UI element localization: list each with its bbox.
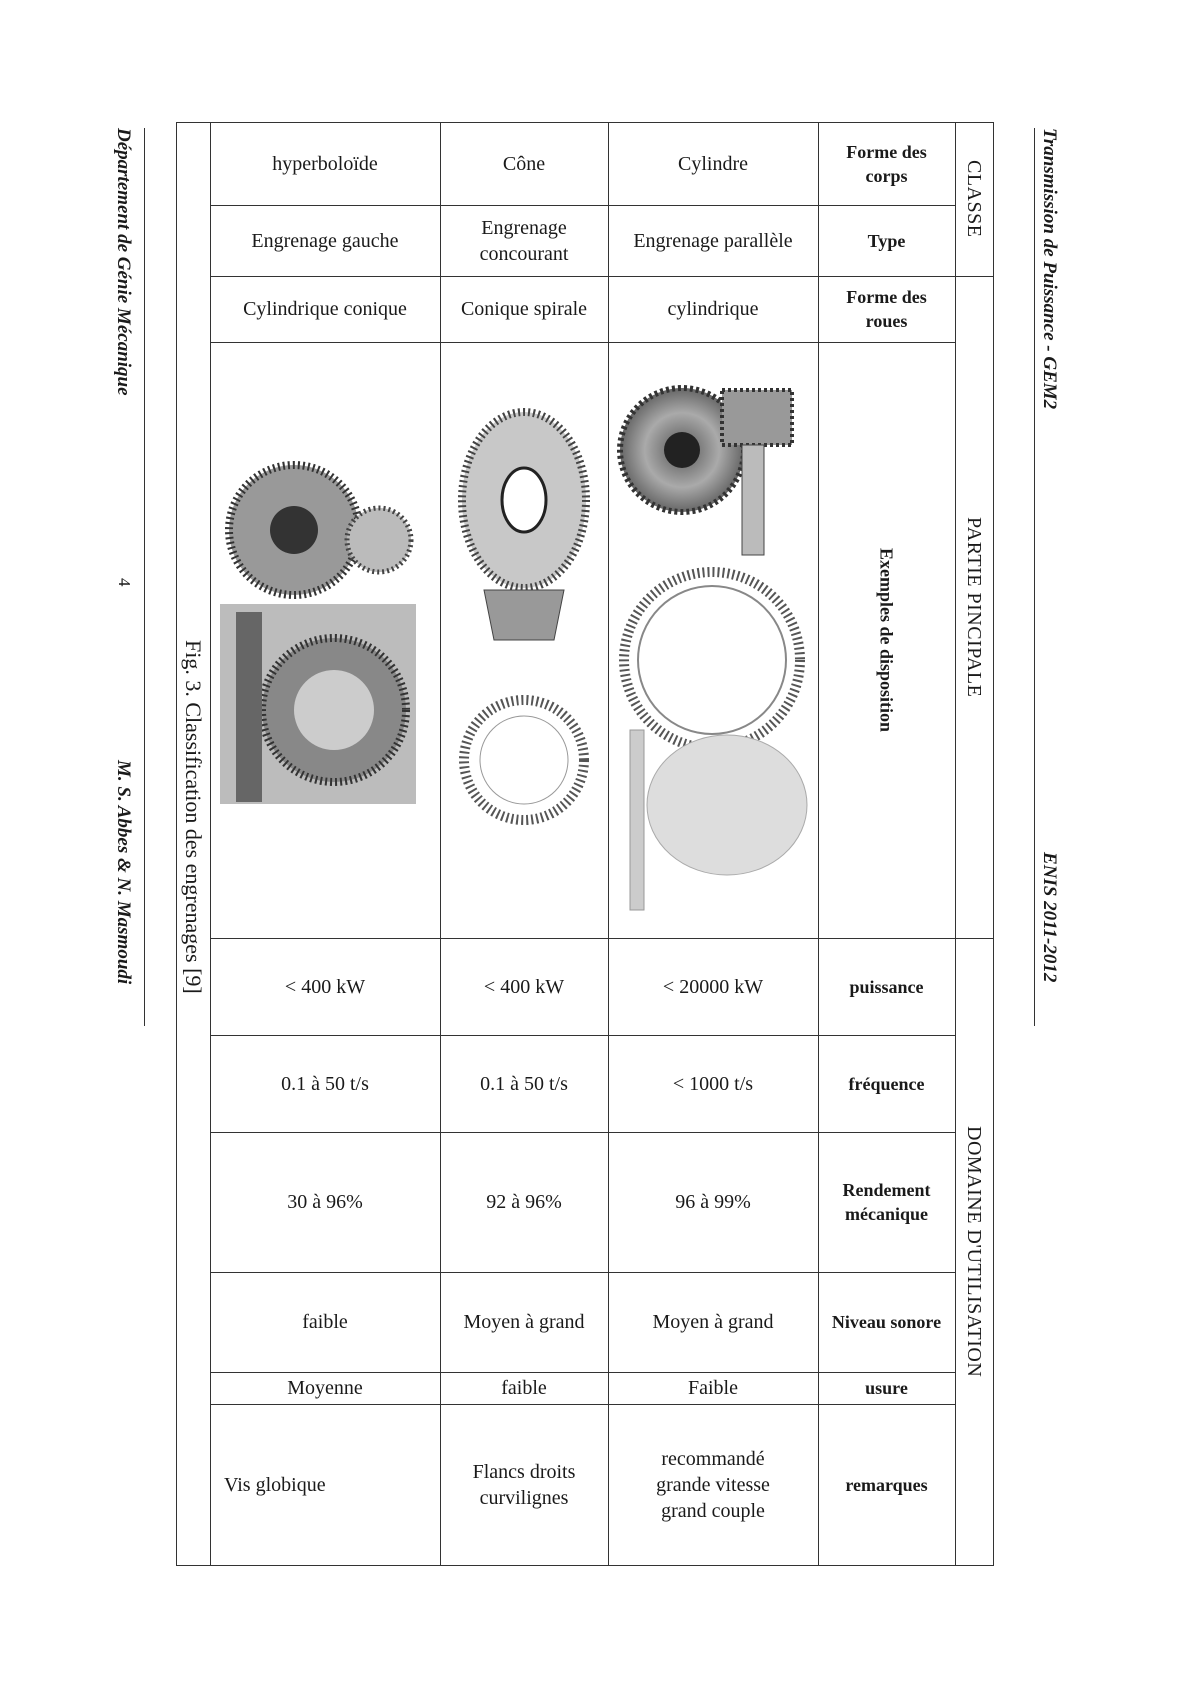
footer-authors: M. S. Abbes & N. Masmoudi xyxy=(113,760,134,985)
cell-frequence-gauche: 0.1 à 50 t/s xyxy=(281,1072,369,1095)
cell-corps-hyperboloide: hyperboloïde xyxy=(272,152,378,175)
spur-gear-illustration xyxy=(612,350,812,930)
footer-rule xyxy=(144,128,145,1026)
cell-usure-gauche: Moyenne xyxy=(287,1377,363,1399)
cell-niveau-concourant: Moyen à grand xyxy=(463,1311,585,1333)
label-frequence: fréquence xyxy=(848,1073,925,1094)
cell-remarques-concourant: Flancs droits curvilignes xyxy=(472,1460,576,1509)
cell-puissance-gauche: < 400 kW xyxy=(284,975,366,998)
cell-type-gauche: Engrenage gauche xyxy=(251,229,399,252)
section-domaine: DOMAINE D'UTILISATION xyxy=(963,1125,985,1378)
label-type: Type xyxy=(867,230,906,251)
label-exemples: Exemples de disposition xyxy=(876,547,897,733)
cell-usure-concourant: faible xyxy=(501,1377,547,1399)
footer-department: Département de Génie Mécanique xyxy=(113,128,134,396)
section-partie-principale: PARTIE PINCIPALE xyxy=(963,516,985,698)
cell-corps-cylindre: Cylindre xyxy=(678,152,748,175)
label-forme-roues: Forme des roues xyxy=(846,287,927,331)
cell-type-parallele: Engrenage parallèle xyxy=(633,229,793,252)
cell-puissance-concourant: < 400 kW xyxy=(483,975,565,998)
running-header-year: ENIS 2011-2012 xyxy=(1039,852,1060,983)
running-header-title: Transmission de Puissance - GEM2 xyxy=(1039,128,1060,410)
cell-usure-parallele: Faible xyxy=(688,1377,738,1399)
section-classe: CLASSE xyxy=(963,160,985,238)
worm-gear-illustration xyxy=(214,350,436,930)
cell-remarques-parallele: recommandé grande vitesse grand couple xyxy=(656,1447,770,1522)
gear-images-crossed xyxy=(214,350,436,930)
cell-roues-cylindrique: cylindrique xyxy=(667,298,759,320)
label-remarques: remarques xyxy=(845,1474,928,1495)
label-puissance: puissance xyxy=(849,976,924,997)
cell-roues-cylindrique-conique: Cylindrique conique xyxy=(243,298,407,320)
cell-frequence-concourant: 0.1 à 50 t/s xyxy=(480,1072,568,1095)
label-niveau-sonore: Niveau sonore xyxy=(831,1312,942,1332)
cell-rendement-concourant: 92 à 96% xyxy=(486,1191,562,1213)
page-number: 4 xyxy=(115,578,134,587)
cell-puissance-parallele: < 20000 kW xyxy=(662,975,764,998)
bevel-gear-illustration xyxy=(444,350,604,930)
cell-type-concourant: Engrenage concourant xyxy=(479,216,569,265)
cell-niveau-gauche: faible xyxy=(302,1311,348,1333)
gear-images-parallel xyxy=(612,350,812,930)
cell-remarques-gauche: Vis globique xyxy=(224,1473,326,1496)
cell-roues-conique-spirale: Conique spirale xyxy=(460,298,588,320)
cell-frequence-parallele: < 1000 t/s xyxy=(672,1072,754,1095)
figure-caption: Fig. 3. Classification des engrenages [9] xyxy=(181,640,206,994)
cell-corps-cone: Cône xyxy=(502,152,546,175)
cell-niveau-parallele: Moyen à grand xyxy=(652,1311,774,1333)
cell-rendement-parallele: 96 à 99% xyxy=(675,1191,751,1213)
header-rule xyxy=(1034,128,1035,1026)
cell-rendement-gauche: 30 à 96% xyxy=(287,1191,363,1213)
label-usure: usure xyxy=(865,1378,908,1398)
gear-images-bevel xyxy=(444,350,604,930)
label-forme-corps: Forme des corps xyxy=(846,141,927,186)
label-rendement: Rendement mécanique xyxy=(842,1180,931,1224)
